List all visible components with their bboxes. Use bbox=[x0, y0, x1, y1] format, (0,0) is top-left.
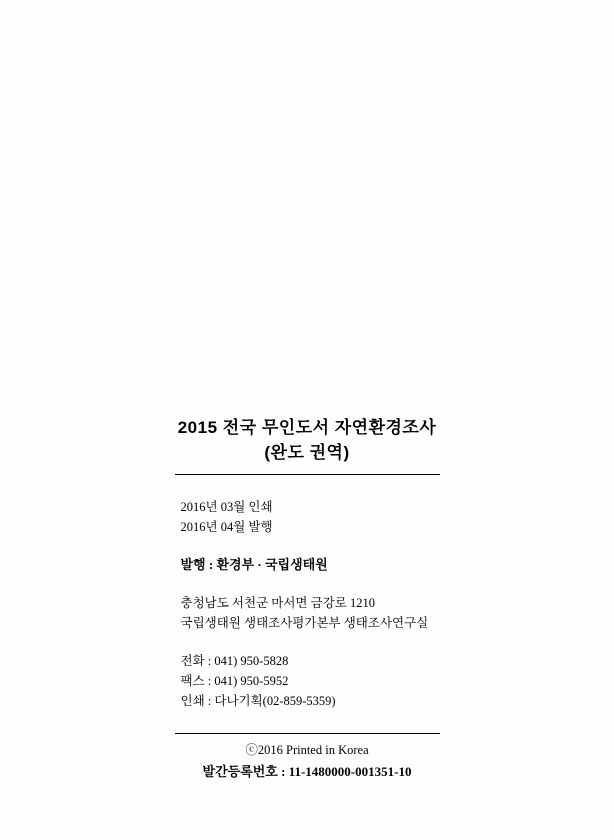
title-divider bbox=[175, 474, 440, 475]
copyright-notice: ⓒ2016 Printed in Korea bbox=[245, 743, 369, 757]
publisher-group bbox=[181, 555, 440, 575]
fax-number: 팩스 : 041) 950-5952 bbox=[180, 674, 289, 688]
phone-number: 전화 : 041) 950-5828 bbox=[180, 654, 289, 668]
publish-date: 2016년 04월 발행 bbox=[180, 520, 273, 534]
address-group bbox=[181, 593, 440, 633]
print-dates-group bbox=[181, 497, 440, 537]
address-line-1: 충청남도 서천군 마서면 금강로 1210 bbox=[180, 596, 375, 610]
printer-info: 인쇄 : 다나기획(02-859-5359) bbox=[180, 694, 336, 708]
colophon-block bbox=[0, 415, 614, 782]
document-title-line-2: (완도 권역) bbox=[264, 443, 350, 462]
document-title-line-1: 2015 전국 무인도서 자연환경조사 bbox=[177, 418, 437, 437]
registration-number: 발간등록번호 : 11-1480000-001351-10 bbox=[202, 764, 412, 779]
contact-group bbox=[181, 651, 440, 711]
footer-block bbox=[175, 740, 440, 782]
footer-divider bbox=[175, 733, 440, 734]
print-date: 2016년 03월 인쇄 bbox=[180, 500, 273, 514]
title-block bbox=[0, 415, 614, 475]
publisher: 발행 : 환경부 · 국립생태원 bbox=[180, 557, 328, 572]
address-line-2: 국립생태원 생태조사평가본부 생태조사연구실 bbox=[180, 616, 429, 630]
publication-info bbox=[175, 497, 440, 711]
